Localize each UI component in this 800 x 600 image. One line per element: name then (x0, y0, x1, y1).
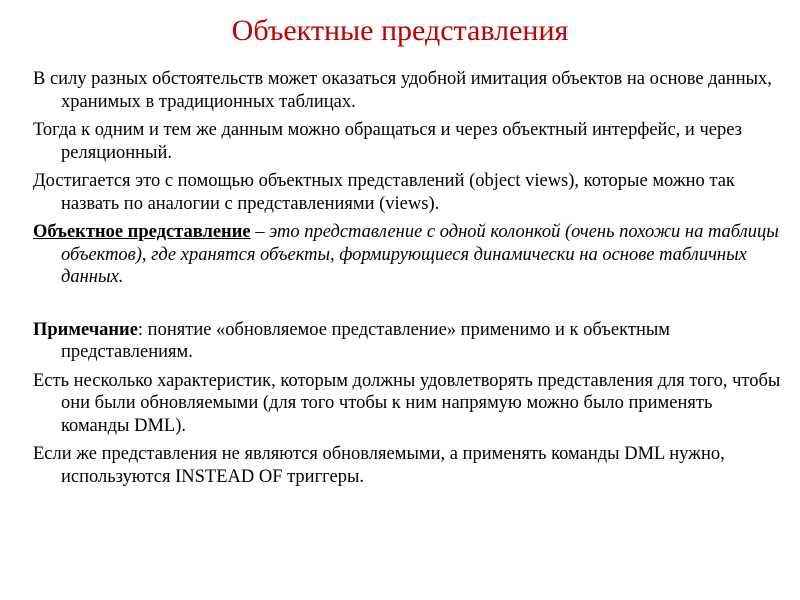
definition-text: – это представление с одной колонкой (очень похожи на таблицы объектов), где хранятся объекты, формирующиеся динамически на основе табличных данных. (61, 222, 779, 287)
definition-term: Объектное представление (33, 222, 251, 242)
slide-title: Объектные представления (231, 14, 569, 47)
paragraph-instead-of-triggers: Если же представления не являются обновляемыми, а применять команды DML нужно, используются INSTEAD OF триггеры. (33, 444, 725, 487)
paragraph-dual-access: Тогда к одним и тем же данным можно обращаться и через объектный интерфейс, и через реляционный. (33, 120, 742, 163)
note-text: : понятие «обновляемое представление» применимо и к объектным представлениям. (61, 319, 670, 362)
paragraph-updatable-characteristics: Есть несколько характеристик, которым должны удовлетворять представления для того, чтобы они были обновляемыми (для того чтобы к ним напрямую можно было применять команды DML). (33, 370, 781, 436)
paragraph-object-imitation: В силу разных обстоятельств может оказаться удобной имитация объектов на основе данных, хранимых в традиционных таблицах. (33, 69, 772, 112)
blank-line (33, 289, 783, 319)
slide-body (33, 68, 783, 494)
paragraph-object-views: Достигается это с помощью объектных представлений (object views), которые можно так назвать по аналогии с представлениями (views). (33, 171, 735, 214)
paragraph-definition (33, 221, 783, 289)
paragraph-note (33, 319, 783, 364)
note-label: Примечание (33, 319, 138, 340)
